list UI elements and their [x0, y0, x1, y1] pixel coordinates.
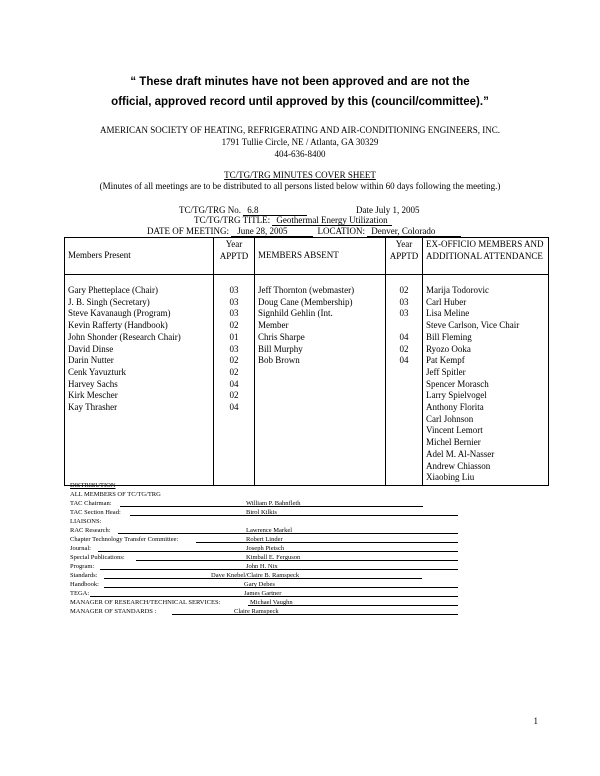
exofficio-name: Bill Fleming [426, 331, 472, 342]
members-table [64, 237, 549, 486]
org-name: AMERICAN SOCIETY OF HEATING, REFRIGERATING AND AIR-CONDITIONING ENGINEERS, INC. [100, 125, 500, 135]
exofficio-name: Larry Spielvogel [426, 390, 487, 401]
tc-number-label: TC/TG/TRG No. [179, 205, 241, 215]
present-name: Darin Nutter [68, 355, 114, 366]
exofficio-name: Steve Carlson, Vice Chair [426, 320, 520, 331]
tc-title-value: Geothermal Energy Utilization [272, 215, 391, 226]
handbook-line [104, 587, 458, 588]
absent-years-cell [386, 275, 423, 486]
cover-sheet-title: TC/TG/TRG MINUTES COVER SHEET [224, 170, 376, 180]
date-line [356, 205, 420, 215]
exofficio-name: Michel Bernier [426, 437, 481, 448]
special-publications-row [70, 553, 470, 562]
header-members-present: Members Present [65, 238, 214, 275]
standards-label: Standards: [70, 572, 98, 579]
absent-name: Bob Brown [258, 355, 300, 366]
manager-research-label: MANAGER OF RESEARCH/TECHNICAL SERVICES: [70, 599, 221, 606]
exofficio-name: Ryozo Ooka [426, 343, 471, 354]
org-address: 1791 Tullie Circle, NE / Atlanta, GA 30329 [221, 137, 379, 147]
present-name: David Dinse [68, 343, 114, 354]
table-body-row [65, 275, 549, 486]
present-name: Kay Thrasher [68, 402, 118, 413]
absent-year: 03 [399, 296, 409, 307]
absent-name: Doug Cane (Membership) [258, 296, 353, 307]
exofficio-name: Andrew Chiasson [426, 460, 491, 471]
tega-value: James Gartner [244, 590, 282, 597]
present-year: 03 [229, 308, 239, 319]
tac-chairman-row [70, 499, 470, 508]
absent-name: Bill Murphy [258, 343, 303, 354]
standards-value: Dave Knebel/Claire B. Ramspeck [211, 572, 300, 579]
distribution-title-row [70, 481, 470, 490]
manager-standards-line [172, 614, 458, 615]
absent-year: 03 [399, 308, 409, 319]
handbook-row [70, 580, 470, 589]
tac-section-line [130, 515, 458, 516]
header-year-1: Year [225, 239, 243, 249]
absent-name: Jeff Thornton (webmaster) [258, 285, 355, 295]
absent-year: 02 [399, 343, 409, 354]
tega-label: TEGA: [70, 590, 90, 597]
header-exofficio: EX-OFFICIO MEMBERS AND ADDITIONAL ATTENDANCE [423, 238, 549, 275]
journal-label: Journal: [70, 545, 91, 552]
header-members-absent: MEMBERS ABSENT [255, 238, 386, 275]
exofficio-name: Adel M. Al-Nasser [426, 448, 495, 459]
exofficio-name: Jeff Spitler [426, 366, 466, 377]
exofficio-name: Vincent Lemort [426, 425, 483, 436]
chapter-ttc-label: Chapter Technology Transfer Committee: [70, 536, 179, 543]
program-row [70, 562, 470, 571]
org-phone: 404-636-8400 [274, 149, 326, 159]
exofficio-name: Carl Huber [426, 296, 467, 307]
header-year-2: Year [395, 239, 413, 249]
draft-notice-line-2: official, approved record until approved by this (council/committee).” [111, 96, 489, 108]
tega-row [70, 589, 470, 598]
tc-number-value: 6.8 [243, 205, 307, 216]
manager-standards-label: MANAGER OF STANDARDS : [70, 608, 157, 615]
present-year: 02 [229, 355, 239, 366]
distribution-all-row [70, 490, 470, 499]
distribution-note: (Minutes of all meetings are to be distributed to all persons listed below within 60 days following the meeting.) [99, 181, 501, 191]
tc-title-line [194, 215, 392, 226]
journal-row [70, 544, 470, 553]
present-name: John Shonder (Research Chair) [68, 331, 181, 342]
draft-notice-line-1: “ These draft minutes have not been approved and are not the [130, 76, 470, 88]
absent-name: Member [258, 320, 289, 331]
exofficio-name: Marija Todorovic [426, 285, 489, 295]
present-year: 02 [229, 390, 239, 401]
present-names-cell [65, 275, 214, 486]
page-number: 1 [533, 716, 538, 726]
exofficio-name: Carl Johnson [426, 413, 474, 424]
present-name: Cenk Yavuzturk [68, 366, 126, 377]
program-label: Program: [70, 563, 95, 570]
date-value: July 1, 2005 [375, 205, 420, 215]
distribution-all-members: ALL MEMBERS OF TC/TG/TRG [70, 491, 161, 498]
header-year-apptd-2 [386, 238, 423, 275]
tac-chairman-label: TAC Chairman: [70, 500, 112, 507]
manager-standards-value: Claire Ramspeck [234, 608, 279, 615]
present-year: 01 [229, 331, 239, 342]
special-publications-label: Special Publications: [70, 554, 125, 561]
exofficio-name: Xiaobing Liu [426, 472, 475, 483]
program-value: John H. Nix [246, 563, 278, 570]
distribution-title: DISTRIBUTION [70, 482, 116, 489]
absent-year: 04 [399, 331, 409, 342]
present-year: 03 [229, 343, 239, 354]
present-years-cell [214, 275, 255, 486]
absent-year: 02 [399, 285, 409, 295]
present-name: Steve Kavanaugh (Program) [68, 308, 171, 319]
journal-value: Joseph Pietsch [246, 545, 285, 552]
meeting-line [147, 226, 461, 237]
rac-research-label: RAC Research: [70, 527, 111, 534]
exofficio-names-cell [423, 275, 549, 486]
meeting-date-value: June 28, 2005 [231, 226, 313, 237]
program-line [100, 569, 458, 570]
tac-section-value: Birol Kilkis [246, 509, 277, 516]
manager-standards-row [70, 607, 470, 616]
rac-research-value: Lawrence Markel [246, 527, 293, 534]
present-year: 02 [229, 366, 239, 377]
distribution-block [70, 481, 470, 616]
location-label: LOCATION: [317, 226, 365, 236]
present-year: 04 [229, 378, 239, 389]
chapter-ttc-line [196, 542, 458, 543]
absent-year: 04 [399, 355, 409, 366]
table-header-row [65, 238, 549, 275]
handbook-value: Gary Debes [244, 581, 275, 588]
exofficio-name: Lisa Meline [426, 308, 470, 319]
standards-row [70, 571, 470, 580]
present-name: J. B. Singh (Secretary) [68, 296, 150, 307]
exofficio-name: Anthony Florita [426, 402, 484, 413]
present-name: Harvey Sachs [68, 378, 118, 389]
header-year-apptd-1 [214, 238, 255, 275]
liaisons-row [70, 517, 470, 526]
special-publications-value: Kimball E. Ferguson [246, 554, 301, 561]
present-year: 03 [229, 296, 239, 307]
header-apptd-1: APPTD [219, 250, 249, 261]
absent-names-cell [255, 275, 386, 486]
present-name: Kirk Mescher [68, 390, 118, 401]
present-year: 03 [229, 285, 239, 295]
tac-section-label: TAC Section Head: [70, 509, 121, 516]
tac-section-row [70, 508, 470, 517]
present-year: 04 [229, 402, 239, 413]
present-name: Kevin Rafferty (Handbook) [68, 320, 168, 331]
manager-research-row [70, 598, 470, 607]
date-label: Date [356, 205, 373, 215]
meeting-date-label: DATE OF MEETING: [147, 226, 229, 236]
present-year: 02 [229, 320, 239, 331]
absent-name: Signhild Gehlin (Int. [258, 308, 333, 319]
manager-research-value: Michael Vaughn [250, 599, 293, 606]
exofficio-name: Pat Kempf [426, 355, 465, 366]
chapter-ttc-row [70, 535, 470, 544]
header-apptd-2: APPTD [389, 250, 419, 261]
handbook-label: Handbook: [70, 581, 99, 588]
tac-chairman-value: William P. Bahnfleth [246, 500, 301, 507]
rac-research-row [70, 526, 470, 535]
present-name: Gary Phetteplace (Chair) [68, 285, 158, 295]
exofficio-name: Spencer Morasch [426, 378, 489, 389]
absent-year [389, 320, 419, 332]
chapter-ttc-value: Robert Linder [246, 536, 283, 543]
absent-name: Chris Sharpe [258, 331, 305, 342]
tc-title-label: TC/TG/TRG TITLE: [194, 215, 271, 225]
liaisons-label: LIAISONS: [70, 518, 102, 525]
location-value: Denver, Colorado [367, 226, 461, 237]
